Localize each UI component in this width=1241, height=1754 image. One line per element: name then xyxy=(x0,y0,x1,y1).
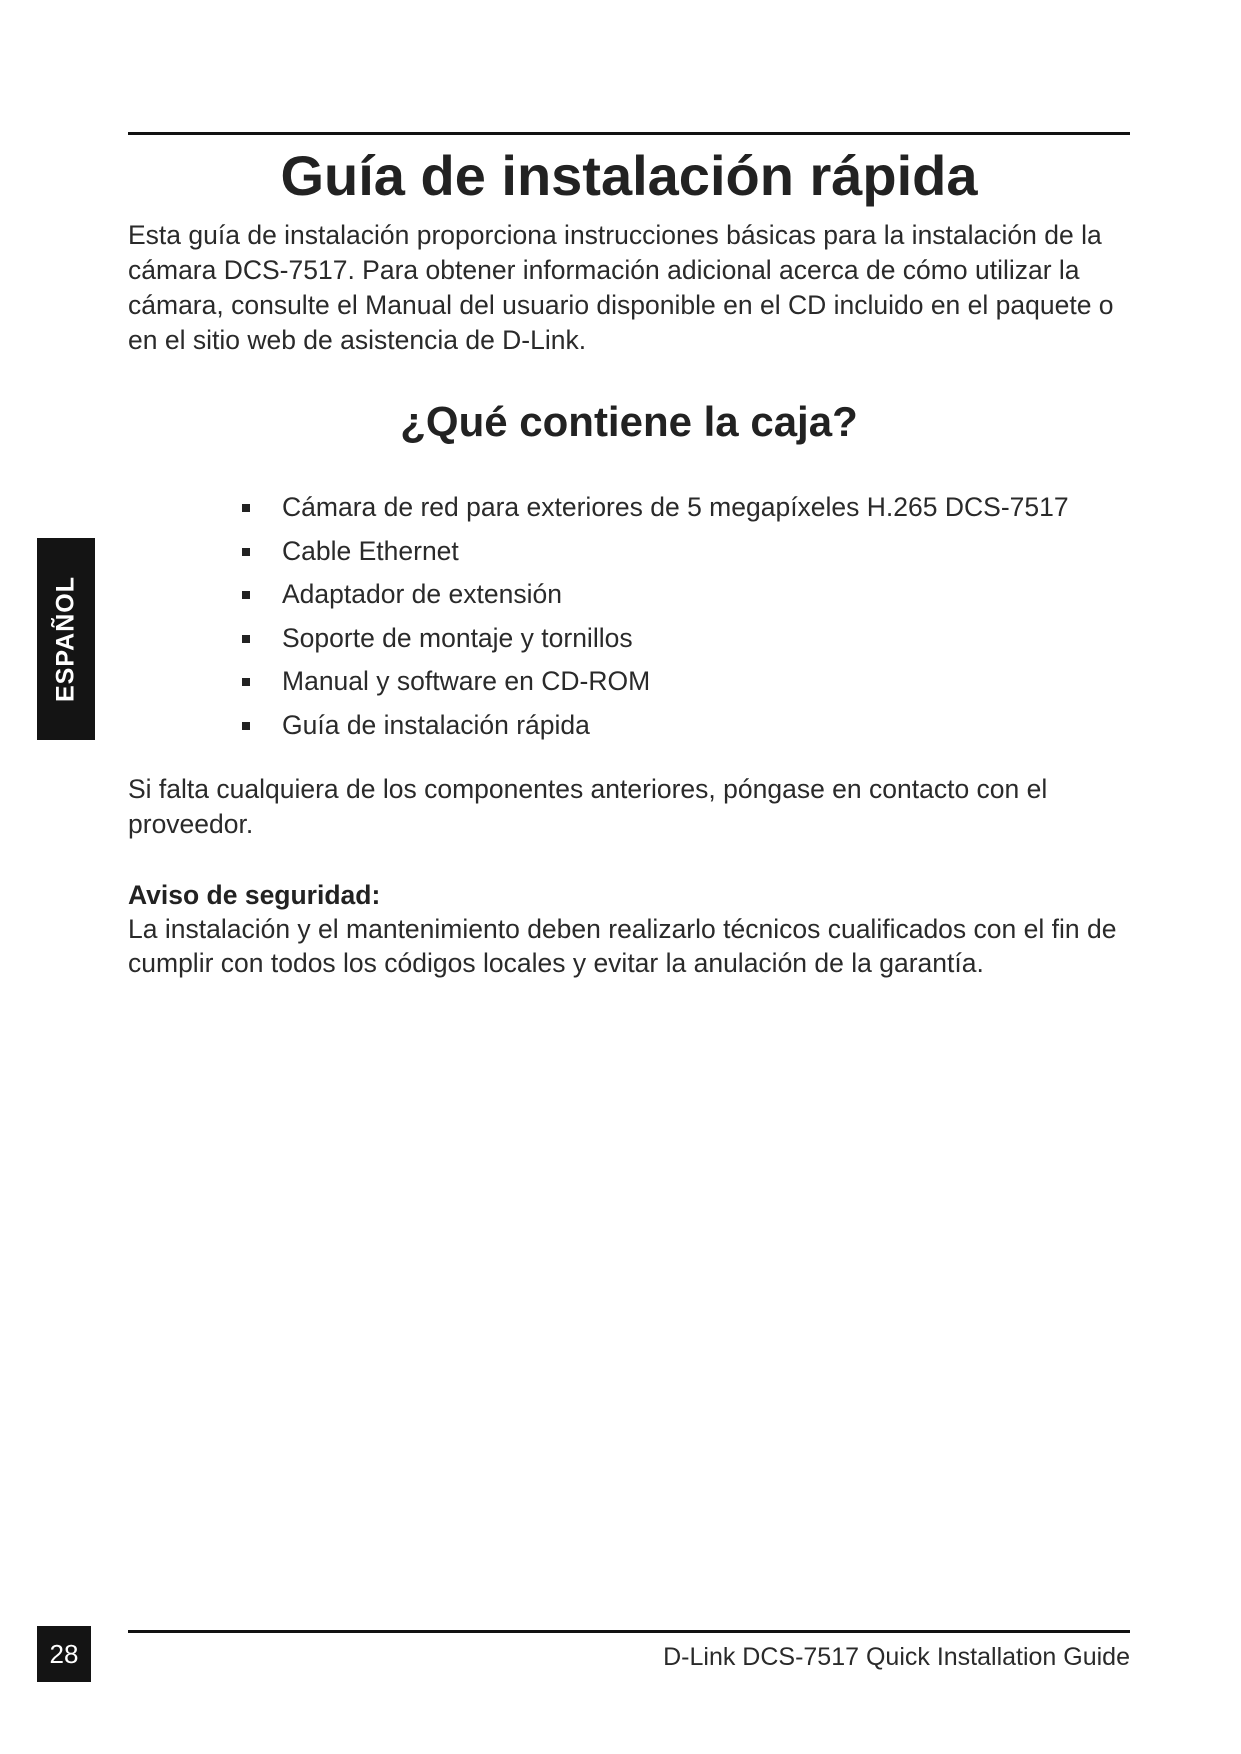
safety-notice-body: La instalación y el mantenimiento deben realizarlo técnicos cualificados con el fin de cumplir con todos los códigos locales y evitar la anulación de la garantía. xyxy=(128,914,1117,978)
list-item xyxy=(240,530,1069,574)
page-number: 28 xyxy=(37,1626,91,1682)
language-tab xyxy=(37,538,95,740)
list-item-label: Cámara de red para exteriores de 5 megapíxeles H.265 DCS-7517 xyxy=(282,492,1069,522)
footer-rule xyxy=(128,1630,1130,1633)
list-item xyxy=(240,573,1069,617)
header-rule xyxy=(128,132,1130,135)
box-contents-list xyxy=(240,486,1069,747)
list-item-label: Guía de instalación rápida xyxy=(282,709,590,740)
safety-notice-title: Aviso de seguridad: xyxy=(128,880,381,910)
bullet-icon xyxy=(242,678,250,686)
bullet-icon xyxy=(242,548,250,556)
list-item-label: Manual y software en CD-ROM xyxy=(282,666,651,696)
language-tab-label: ESPAÑOL xyxy=(51,576,80,702)
page-title: Guía de instalación rápida xyxy=(280,144,978,207)
list-item xyxy=(240,704,1069,748)
list-item xyxy=(240,617,1069,661)
list-item-label: Adaptador de extensión xyxy=(282,579,562,609)
list-item xyxy=(240,660,1069,704)
bullet-icon xyxy=(242,591,250,599)
missing-components-note: Si falta cualquiera de los componentes anteriores, póngase en contacto con el proveedor. xyxy=(128,774,1048,839)
intro-paragraph: Esta guía de instalación proporciona instrucciones básicas para la instalación de la cámara DCS-7517. Para obtener información adicional acerca de cómo utilizar la cámara, consulte el Manual del usuario disponible en el CD incluido en el paquete o en el sitio web de asistencia de D-Link. xyxy=(128,220,1114,355)
footer-guide-title: D-Link DCS-7517 Quick Installation Guide xyxy=(663,1643,1130,1671)
bullet-icon xyxy=(242,504,250,512)
bullet-icon xyxy=(242,722,250,730)
list-item xyxy=(240,486,1069,530)
list-item-label: Soporte de montaje y tornillos xyxy=(282,622,633,653)
bullet-icon xyxy=(242,635,250,643)
list-item-label: Cable Ethernet xyxy=(282,535,459,566)
box-contents-heading: ¿Qué contiene la caja? xyxy=(400,398,858,445)
